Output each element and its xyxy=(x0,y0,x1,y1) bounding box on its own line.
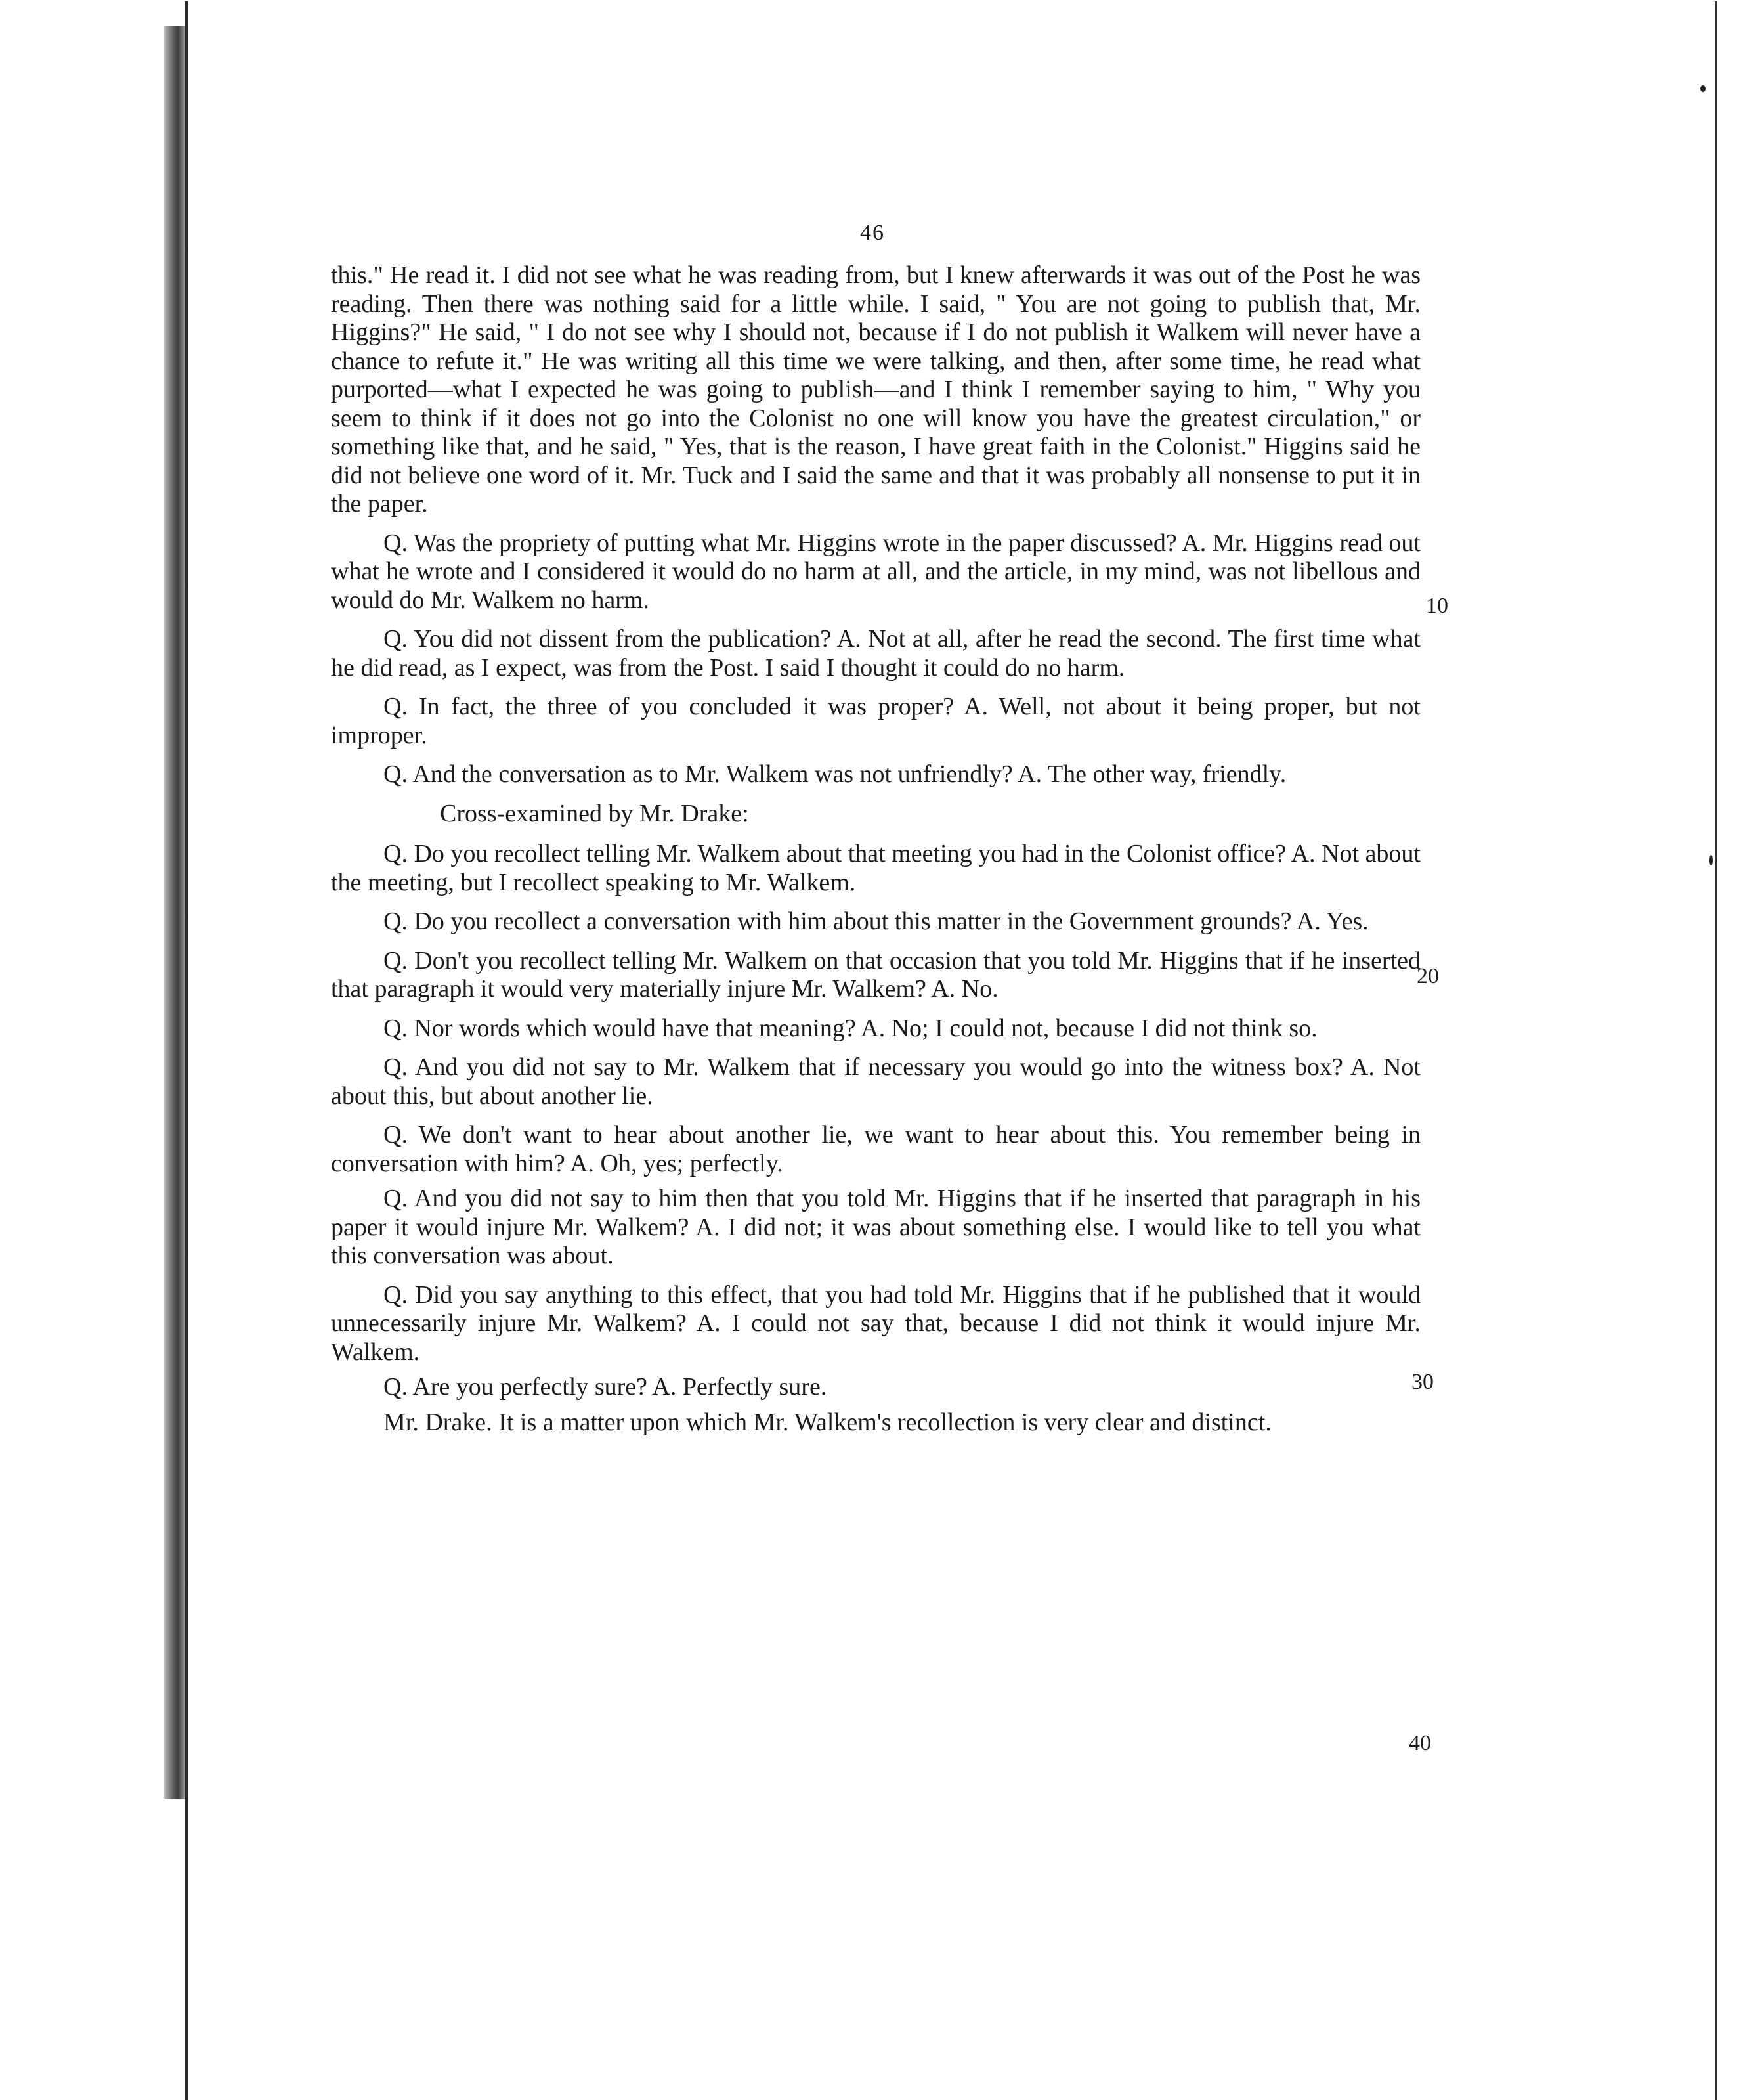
paragraph-qa: Q. Do you recollect a conversation with him about this matter in the Government grounds? A. Yes. xyxy=(383,908,1369,935)
paragraph-qa: Q. We don't want to hear about another lie, we want to hear about this. You remember being in conversation with him? A. Oh, yes; perfectly. xyxy=(331,1121,1421,1177)
page-number: 46 xyxy=(860,221,885,245)
paragraph-qa: Q. Do you recollect telling Mr. Walkem about that meeting you had in the Colonist office? A. Not about the meeting, but I recollect speaking to Mr. Walkem. xyxy=(331,840,1421,896)
paragraph-continuation: this." He read it. I did not see what he was reading from, but I knew afterwards it was out of the Post he was reading. Then there was nothing said for a little while. I said, " You are not going to publish that, Mr. Higgins?" He said, " I do not see why I should not, because if I do not publish it Walkem will never have a chance to refute it." He was writing all this time we were talking, and then, after some time, he read what purported—what I expected he was going to publish—and I think I remember saying to him, " Why you seem to think if it does not go into the Colonist no one will know you have the greatest circulation," or something like that, and he said, " Yes, that is the reason, I have great faith in the Colonist." Higgins said he did not believe one word of it. Mr. Tuck and I said the same and that it was probably all nonsense to put it in the paper. xyxy=(331,261,1421,517)
line-number-40: 40 xyxy=(1409,1731,1431,1755)
scan-speck xyxy=(1700,85,1706,92)
scan-binding-edge xyxy=(164,26,185,1799)
scan-speck xyxy=(1709,855,1713,865)
line-number-10: 10 xyxy=(1426,594,1448,618)
paragraph-statement: Mr. Drake. It is a matter upon which Mr. Walkem's recollection is very clear and distinct. xyxy=(383,1408,1272,1436)
paragraph-qa: Q. Don't you recollect telling Mr. Walkem on that occasion that you told Mr. Higgins that if he inserted that paragraph it would very materially injure Mr. Walkem? A. No. xyxy=(331,946,1421,1003)
paragraph-qa: Q. You did not dissent from the publication? A. Not at all, after he read the second. The first time what he did read, as I expect, was from the Post. I said I thought it could do no harm. xyxy=(331,625,1421,682)
cross-examination-heading: Cross-examined by Mr. Drake: xyxy=(440,799,749,827)
paragraph-qa: Q. And the conversation as to Mr. Walkem was not unfriendly? A. The other way, friendly. xyxy=(383,760,1287,788)
testimony-text xyxy=(331,261,1421,1447)
paragraph-qa: Q. In fact, the three of you concluded it was proper? A. Well, not about it being proper, but not improper. xyxy=(331,693,1421,749)
line-number-20: 20 xyxy=(1417,964,1439,988)
line-number-30: 30 xyxy=(1411,1370,1434,1394)
paragraph-qa: Q. Are you perfectly sure? A. Perfectly sure. xyxy=(383,1373,827,1401)
paragraph-qa: Q. Was the propriety of putting what Mr. Higgins wrote in the paper discussed? A. Mr. Higgins read out what he wrote and I considered it would do no harm at all, and the article, in my mind, was not libellous and would do Mr. Walkem no harm. xyxy=(331,529,1421,614)
paragraph-qa: Q. Did you say anything to this effect, that you had told Mr. Higgins that if he published that it would unnecessarily injure Mr. Walkem? A. I could not say that, because I did not think it would injure Mr. Walkem. xyxy=(331,1280,1421,1366)
paragraph-qa: Q. And you did not say to Mr. Walkem that if necessary you would go into the witness box? A. Not about this, but about another lie. xyxy=(331,1053,1421,1110)
paragraph-qa: Q. Nor words which would have that meaning? A. No; I could not, because I did not think so. xyxy=(383,1014,1318,1042)
paragraph-qa: Q. And you did not say to him then that you told Mr. Higgins that if he inserted that paragraph in his paper it would injure Mr. Walkem? A. I did not; it was about something else. I would like to tell you what this conversation was about. xyxy=(331,1185,1421,1269)
